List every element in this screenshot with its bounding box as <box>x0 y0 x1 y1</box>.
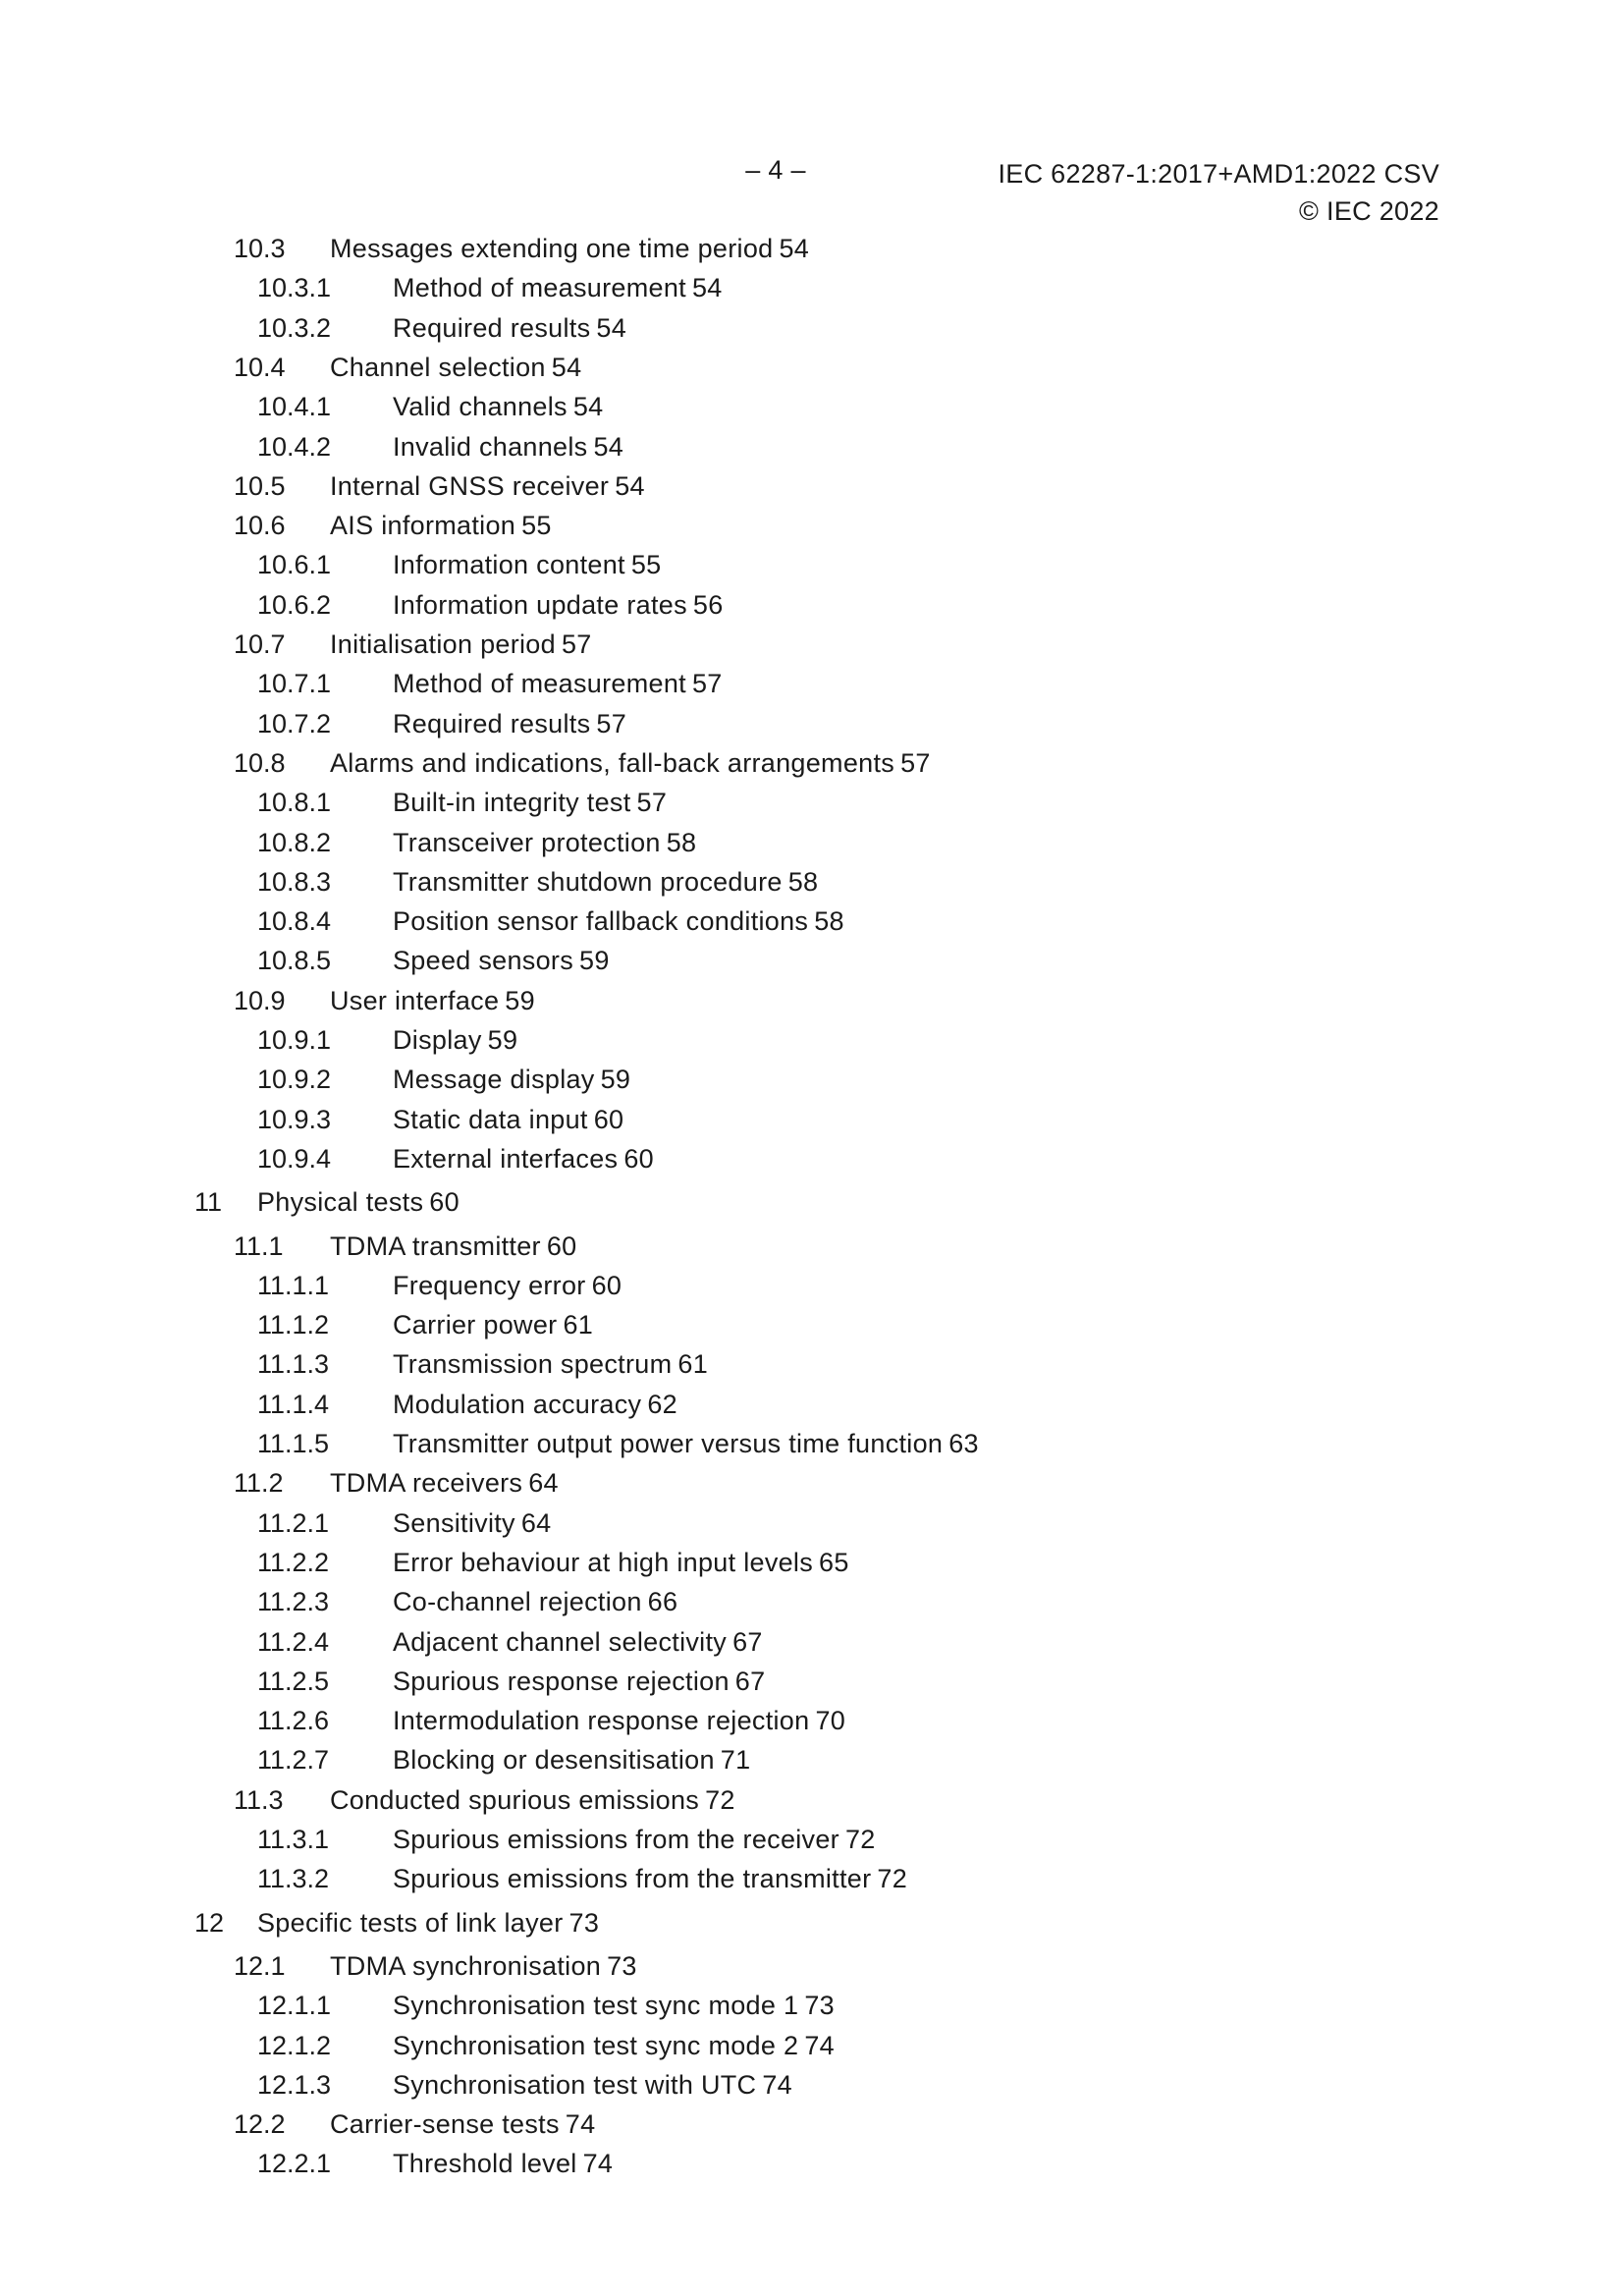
toc-entry-page: 58 <box>665 823 697 862</box>
toc-entry-number: 10.9 <box>234 985 286 1015</box>
toc-entry-page: 54 <box>613 466 645 506</box>
toc-entry-number: 11.2.7 <box>257 1745 330 1776</box>
toc-entry-page: 67 <box>733 1662 766 1701</box>
toc-entry-number: 10.4 <box>234 352 286 382</box>
toc-entry-page: 59 <box>599 1060 631 1099</box>
toc-entry-page: 59 <box>503 981 535 1020</box>
toc-entry-page: 55 <box>519 506 552 545</box>
toc-entry-number: 10.6.2 <box>257 589 332 620</box>
toc-entry-title: Carrier-sense tests <box>330 2105 564 2144</box>
toc-entry-number: 10.4.1 <box>257 392 332 422</box>
toc-entry-number: 11 <box>194 1187 223 1218</box>
toc-entry-page: 64 <box>526 1463 559 1503</box>
toc-entry-title: Error behaviour at high input levels <box>393 1543 817 1582</box>
toc-entry-number: 11.1.4 <box>257 1389 330 1419</box>
toc-entry-number: 10.6.1 <box>257 550 332 580</box>
toc-entry-page: 59 <box>577 941 610 980</box>
toc-entry-title: Synchronisation test sync mode 1 <box>393 1986 802 2025</box>
toc-entry-page: 65 <box>817 1543 849 1582</box>
toc-entry-title: Initialisation period <box>330 625 560 664</box>
toc-entry-title: Speed sensors <box>393 941 577 980</box>
toc-entry-number: 10.8.1 <box>257 788 332 818</box>
toc-entry-title: Display <box>393 1020 486 1060</box>
toc-entry-number: 10.8.5 <box>257 946 332 976</box>
toc-entry-page: 57 <box>560 625 592 664</box>
toc-entry-page: 74 <box>581 2144 614 2183</box>
toc-entry-page: 54 <box>690 268 723 307</box>
toc-entry-title: Frequency error <box>393 1266 590 1305</box>
toc-entry-number: 11.3.1 <box>257 1825 330 1854</box>
toc-entry-number: 10.7 <box>234 629 286 659</box>
toc-entry-title: Internal GNSS receiver <box>330 466 613 506</box>
toc-entry-title: Modulation accuracy <box>393 1385 645 1424</box>
toc-entry-number: 10.5 <box>234 470 286 501</box>
toc-entry-title: Adjacent channel selectivity <box>393 1622 730 1662</box>
toc-entry-title: Static data input <box>393 1100 592 1139</box>
toc-entry-number: 11.3 <box>234 1784 284 1815</box>
copyright-notice: © IEC 2022 <box>1299 196 1439 226</box>
toc-entry-title: Transmission spectrum <box>393 1344 676 1384</box>
toc-entry-number: 11.2.3 <box>257 1587 330 1617</box>
toc-entry-number: 11.2.2 <box>257 1547 330 1577</box>
toc-entry-title: Intermodulation response rejection <box>393 1701 813 1740</box>
toc-entry-page: 72 <box>703 1780 735 1820</box>
toc-entry-title: Required results <box>393 704 594 743</box>
toc-entry-title: Valid channels <box>393 387 571 426</box>
toc-entry-title: Specific tests of link layer <box>257 1903 568 1942</box>
toc-entry-page: 58 <box>812 902 844 941</box>
toc-entry-page: 60 <box>590 1266 622 1305</box>
toc-entry-number: 12.1 <box>234 1950 286 1981</box>
toc-entry-title: Method of measurement <box>393 664 690 703</box>
toc-entry-number: 12.1.2 <box>257 2030 332 2060</box>
toc-entry-page: 56 <box>691 585 724 625</box>
toc-entry-title: Threshold level <box>393 2144 581 2183</box>
toc-entry-number: 10.7.2 <box>257 708 332 738</box>
toc-entry-title: Transmitter output power versus time function <box>393 1424 947 1463</box>
toc-entry-number: 10.3.1 <box>257 273 332 303</box>
toc-entry-page: 67 <box>730 1622 763 1662</box>
toc-entry-title: Co-channel rejection <box>393 1582 646 1621</box>
toc-entry-title: Synchronisation test with UTC <box>393 2065 760 2105</box>
toc-entry-number: 10.8.3 <box>257 866 332 897</box>
toc-entry-number: 11.2.5 <box>257 1666 330 1696</box>
toc-entry-number: 10.4.2 <box>257 431 332 462</box>
toc-entry-number: 11.1 <box>234 1230 284 1261</box>
toc-entry-title: User interface <box>330 981 503 1020</box>
toc-entry-number: 12.2 <box>234 2109 286 2140</box>
toc-entry-title: Transmitter shutdown procedure <box>393 862 786 902</box>
toc-entry-title: TDMA transmitter <box>330 1227 545 1266</box>
toc-entry-page: 60 <box>592 1100 624 1139</box>
toc-entry-number: 12.1.3 <box>257 2069 332 2100</box>
toc-entry-page: 58 <box>786 862 819 902</box>
toc-entry-page: 57 <box>690 664 723 703</box>
toc-entry-number: 12.1.1 <box>257 1991 332 2021</box>
toc-entry-page: 62 <box>645 1385 677 1424</box>
toc-entry-page: 54 <box>571 387 604 426</box>
toc-entry-title: Spurious emissions from the receiver <box>393 1820 843 1859</box>
toc-entry-title: Blocking or desensitisation <box>393 1740 719 1779</box>
toc-entry-page: 60 <box>427 1182 460 1222</box>
toc-entry-title: Sensitivity <box>393 1503 519 1543</box>
toc-entry-number: 11.3.2 <box>257 1864 330 1894</box>
toc-entry-title: Conducted spurious emissions <box>330 1780 703 1820</box>
toc-entry-title: Transceiver protection <box>393 823 665 862</box>
toc-entry-title: Information content <box>393 545 629 584</box>
toc-entry-number: 11.1.3 <box>257 1349 330 1380</box>
toc-entry-title: Alarms and indications, fall-back arrangements <box>330 743 898 783</box>
toc-entry-number: 11.2.4 <box>257 1626 330 1657</box>
toc-entry-page: 66 <box>646 1582 678 1621</box>
toc-entry-number: 11.1.5 <box>257 1429 330 1458</box>
toc-entry-number: 12 <box>194 1907 225 1938</box>
toc-entry-page: 61 <box>561 1305 593 1344</box>
toc-entry-page: 57 <box>898 743 931 783</box>
toc-entry-page: 54 <box>550 348 582 387</box>
toc-entry-number: 10.6 <box>234 511 286 541</box>
toc-entry-page: 74 <box>760 2065 792 2105</box>
toc-entry-title: Information update rates <box>393 585 691 625</box>
toc-entry-number: 11.2 <box>234 1468 284 1499</box>
toc-entry-number: 10.9.3 <box>257 1104 332 1134</box>
toc-entry-number: 10.3 <box>234 234 286 263</box>
toc-entry-title: Messages extending one time period <box>330 229 777 268</box>
toc-entry-title: Position sensor fallback conditions <box>393 902 812 941</box>
toc-entry-page: 54 <box>594 308 626 348</box>
toc-entry-number: 10.8.4 <box>257 906 332 937</box>
toc-entry-title: Synchronisation test sync mode 2 <box>393 2026 802 2065</box>
toc-entry-title: Invalid channels <box>393 427 591 466</box>
toc-entry-page: 72 <box>875 1859 907 1898</box>
toc-entry-page: 73 <box>568 1903 600 1942</box>
toc-entry-page: 54 <box>777 229 809 268</box>
toc-entry-page: 54 <box>591 427 623 466</box>
toc-entry-page: 57 <box>594 704 626 743</box>
toc-entry-page: 70 <box>813 1701 845 1740</box>
toc-entry-page: 64 <box>519 1503 552 1543</box>
toc-entry-title: TDMA receivers <box>330 1463 526 1503</box>
toc-entry-title: Spurious emissions from the transmitter <box>393 1859 875 1898</box>
toc-entry-number: 10.8 <box>234 747 286 778</box>
toc-entry-number: 10.3.2 <box>257 312 332 343</box>
toc-entry-number: 10.9.2 <box>257 1065 332 1095</box>
toc-entry-page: 60 <box>545 1227 577 1266</box>
document-header <box>998 155 1439 230</box>
toc-entry-title: Physical tests <box>257 1182 427 1222</box>
toc-entry-number: 12.2.1 <box>257 2149 332 2179</box>
toc-entry-number: 11.2.1 <box>257 1507 330 1538</box>
toc-entry-title: External interfaces <box>393 1139 622 1178</box>
toc-entry-page: 59 <box>486 1020 518 1060</box>
toc-entry-number: 11.1.2 <box>257 1310 330 1340</box>
toc-entry-number: 10.9.4 <box>257 1143 332 1174</box>
toc-entry-title: Carrier power <box>393 1305 561 1344</box>
toc-entry-page: 55 <box>629 545 662 584</box>
toc-entry-title: Method of measurement <box>393 268 690 307</box>
toc-entry-page: 63 <box>947 1424 979 1463</box>
toc-entry-page: 74 <box>564 2105 596 2144</box>
page-number: – 4 – <box>745 155 806 185</box>
toc-entry-page: 74 <box>802 2026 835 2065</box>
toc-entry-title: Message display <box>393 1060 599 1099</box>
toc-entry-page: 61 <box>676 1344 708 1384</box>
toc-entry-number: 10.7.1 <box>257 669 332 699</box>
toc-entry-title: Spurious response rejection <box>393 1662 733 1701</box>
toc-entry-title: AIS information <box>330 506 519 545</box>
toc-entry-number: 11.2.6 <box>257 1706 330 1736</box>
toc-entry-title: TDMA synchronisation <box>330 1946 605 1986</box>
toc-entry-number: 11.1.1 <box>257 1270 330 1300</box>
document-id: IEC 62287-1:2017+AMD1:2022 CSV <box>998 159 1439 189</box>
toc-entry-title: Channel selection <box>330 348 550 387</box>
toc-entry-title: Required results <box>393 308 594 348</box>
toc-entry-page: 73 <box>605 1946 637 1986</box>
toc-entry-number: 10.9.1 <box>257 1025 332 1055</box>
toc-entry-page: 73 <box>802 1986 835 2025</box>
toc-entry-title: Built-in integrity test <box>393 783 635 822</box>
toc-entry-number: 10.8.2 <box>257 827 332 857</box>
toc-entry-page: 72 <box>843 1820 876 1859</box>
toc-entry-page: 60 <box>622 1139 654 1178</box>
toc-entry-page: 71 <box>719 1740 751 1779</box>
toc-entry-page: 57 <box>635 783 668 822</box>
